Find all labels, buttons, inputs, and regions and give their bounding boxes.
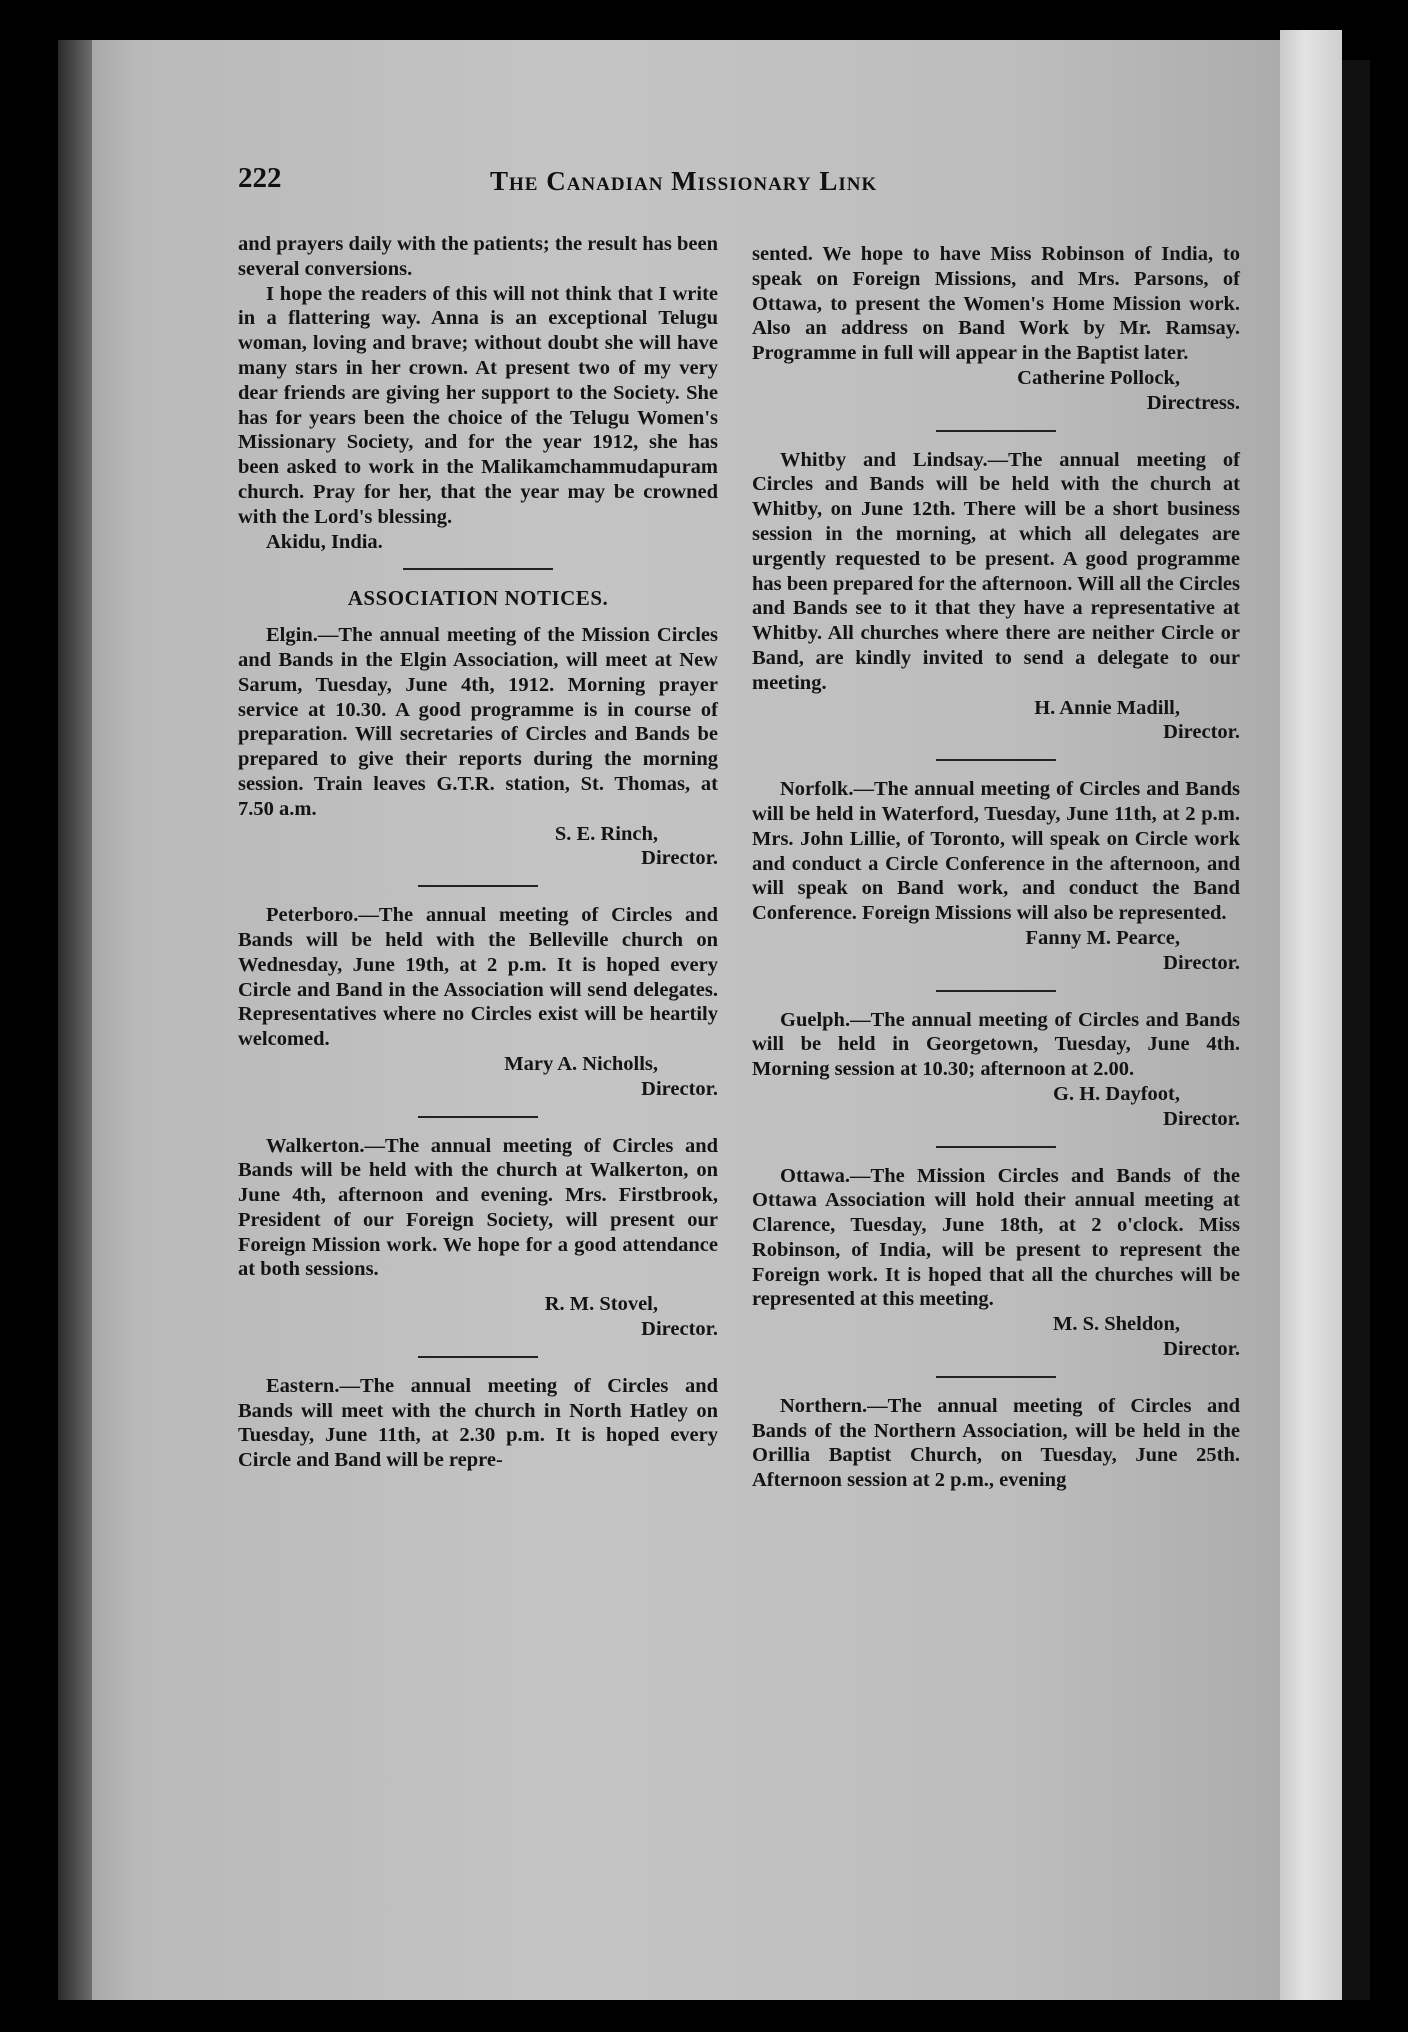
signer-title: Director. [641,847,718,870]
signer-name: H. Annie Madill, [1034,696,1180,719]
notice-whitby: Whitby and Lindsay.—The annual meeting of Circles and Bands will be held with the church at Whitby, on June 12th. There will be a short business session in the morning, at which all delegates are urgently requested to be present. A good programme has been prepared for the afternoon. Will all the Circles and Bands see to it that they have a representative at Whitby. All churches where there are neither Circle or Band, are kindly invited to send a delegate to our meeting. [752,448,1240,694]
dateline: Akidu, India. [266,530,383,553]
page-edge [1280,30,1342,2000]
left-column [238,232,718,1473]
divider [936,990,1056,992]
signer-title: Director. [641,1318,718,1341]
signature [752,696,1240,746]
notice-walkerton: Walkerton.—The annual meeting of Circles and Bands will be held with the church at Walkerton, on June 4th, afternoon and evening. Mrs. Firstbrook, President of our Foreign Society, will present our Foreign Mission work. We hope for a good attendance at both sessions. [238,1134,718,1281]
signature [752,1082,1240,1132]
notice-eastern: Eastern.—The annual meeting of Circles and Bands will meet with the church in North Hatley on Tuesday, June 11th, at 2.30 p.m. It is hoped every Circle and Band will be repre- [238,1374,718,1472]
divider [936,1146,1056,1148]
signature [238,822,718,872]
paragraph: I hope the readers of this will not think that I write in a flattering way. Anna is an exceptional Telugu woman, loving and brave; without doubt she will have many stars in her crown. At present two of my very dear friends are giving her support to the Society. She has for years been the choice of the Telugu Women's Missionary Society, and for the year 1912, she has been asked to work in the Malikamchammudapuram church. Pray for her, that the year may be crowned with the Lord's blessing. [238,282,718,528]
notice-continued: sented. We hope to have Miss Robinson of India, to speak on Foreign Missions, and Mrs. Parsons, of Ottawa, to present the Women's Home Mission work. Also an address on Band Work by Mr. Ramsay. Programme in full will appear in the Baptist later. [752,243,1240,365]
binding-shadow [1342,60,1370,2000]
notice-ottawa: Ottawa.—The Mission Circles and Bands of the Ottawa Association will hold their annual meeting at Clarence, Tuesday, June 18th, at 2 o'clock. Miss Robinson, of India, will be present to represent the Foreign work. It is hoped that all the churches will be represented at this meeting. [752,1164,1240,1311]
signer-name: M. S. Sheldon, [1052,1313,1180,1336]
signer-name: Mary A. Nicholls, [504,1052,658,1075]
page-header [238,162,1238,206]
signer-title: Director. [1163,951,1240,974]
divider [403,568,553,570]
notice-norfolk: Norfolk.—The annual meeting of Circles and Bands will be held in Waterford, Tuesday, June 11th, at 2 p.m. Mrs. John Lillie, of Toronto, will speak on Circle work and conduct a Circle Conference in the afternoon, and will speak on Band work, and conduct the Band Conference. Foreign Missions will also be represented. [752,778,1240,925]
section-heading: ASSOCIATION NOTICES. [347,586,609,611]
signature [752,366,1240,416]
signer-title: Director. [1163,721,1240,744]
signature [752,1312,1240,1362]
signature [238,1052,718,1102]
page-gutter-shadow [58,40,92,2000]
divider [936,430,1056,432]
divider [418,1356,538,1358]
signer-name: R. M. Stovel, [544,1293,658,1316]
signer-name: S. E. Rinch, [554,822,658,845]
divider [418,885,538,887]
signer-title: Director. [1163,1338,1240,1361]
divider [936,1376,1056,1378]
divider [936,759,1056,761]
signer-title: Directress. [1146,391,1240,414]
paragraph: and prayers daily with the patients; the result has been several conversions. [238,233,718,280]
right-column [752,242,1240,1493]
page-number: 222 [238,162,282,194]
signer-title: Director. [1163,1107,1240,1130]
signer-name: Catherine Pollock, [1017,366,1180,389]
notice-elgin: Elgin.—The annual meeting of the Mission Circles and Bands in the Elgin Association, will meet at New Sarum, Tuesday, June 4th, 1912. Morning prayer service at 10.30. A good programme is in course of preparation. Will secretaries of Circles and Bands be prepared to give their reports during the morning session. Train leaves G.T.R. station, St. Thomas, at 7.50 a.m. [238,624,718,820]
notice-peterboro: Peterboro.—The annual meeting of Circles and Bands will be held with the Belleville church on Wednesday, June 19th, at 2 p.m. It is hoped every Circle and Band in the Association will send delegates. Representatives where no Circles exist will be heartily welcomed. [238,904,718,1051]
signer-title: Director. [641,1077,718,1100]
journal-title: The Canadian Missionary Link [490,166,878,196]
notice-northern: Northern.—The annual meeting of Circles and Bands of the Northern Association, will be held in the Orillia Baptist Church, on Tuesday, June 25th. Afternoon session at 2 p.m., evening [752,1394,1240,1492]
signature [238,1292,718,1342]
signature [752,926,1240,976]
signer-name: G. H. Dayfoot, [1053,1082,1180,1105]
notice-guelph: Guelph.—The annual meeting of Circles and Bands will be held in Georgetown, Tuesday, June 4th. Morning session at 10.30; afternoon at 2.00. [752,1008,1240,1081]
divider [418,1116,538,1118]
signer-name: Fanny M. Pearce, [1025,926,1180,949]
